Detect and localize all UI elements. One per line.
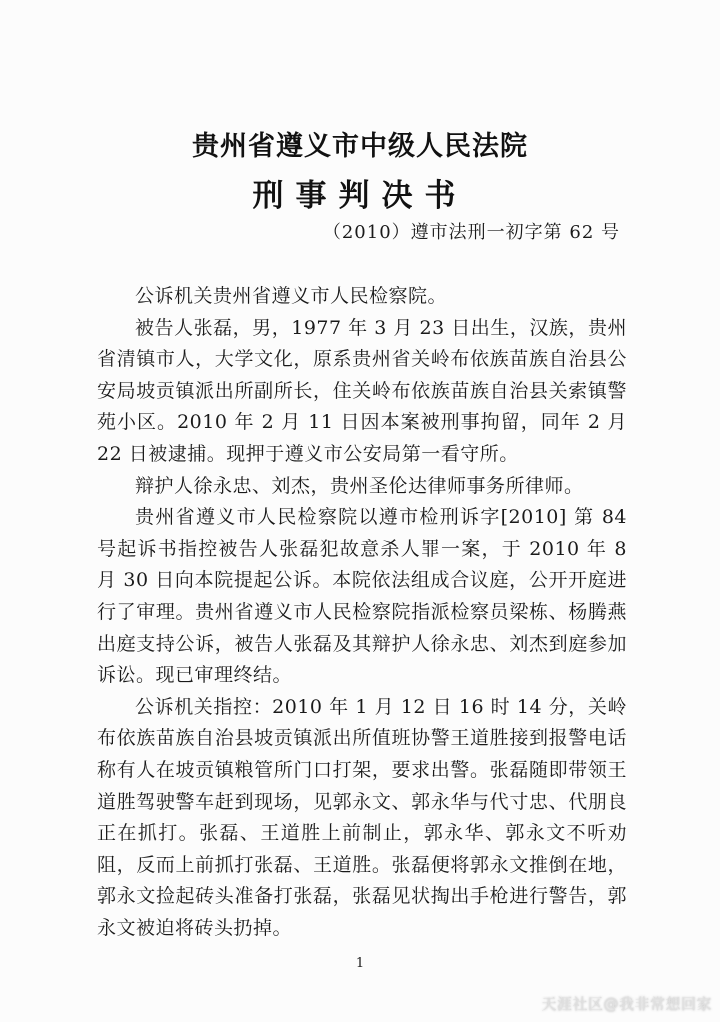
paragraph-defense-counsel: 辩护人徐永忠、刘杰，贵州圣伦达律师事务所律师。 xyxy=(135,474,584,497)
paragraph-charges: 公诉机关指控：2010 年 1 月 12 日 16 时 14 分，关岭布依族苗族自治县坡贡镇派出所值班协警王道胜接到报警电话称有人在坡贡镇粮管所门口打架，要求出警。张磊随即带领王道胜驾驶警车赶到现场，见郭永文、郭永华与代寸忠、代朋良正在抓打。张磊、王道胜上前制止，郭永华、郭永文不听劝阻，反而上前抓打张磊、王道胜。张磊便将郭永文推倒在地，郭永文捡起砖头准备打张磊，张磊见状掏出手枪进行警告，郭永文被迫将砖头扔掉。 xyxy=(97,695,627,939)
document-type: 刑事判决书 xyxy=(252,178,468,214)
paragraph-prosecutor: 公诉机关贵州省遵义市人民检察院。 xyxy=(135,285,448,307)
case-number: （2010）遵市法刑一初字第 62 号 xyxy=(322,222,620,243)
page-number: 1 xyxy=(355,956,365,971)
paragraph-procedure: 贵州省遵义市人民检察院以遵市检刑诉字[2010] 第 84 号起诉书指控被告人张磊犯故意杀人罪一案，于 2010 年 8 月 30 日向本院提起公诉。本院依法组成合议庭，公开开庭进行了审理。贵州省遵义市人民检察院指派检察员梁栋、杨腾燕出庭支持公诉，被告人张磊及其辩护人徐永忠、刘杰到庭参加诉讼。现已审理终结。 xyxy=(97,506,627,687)
watermark: 天涯社区@我非常想回家 xyxy=(541,995,712,1013)
document-body xyxy=(97,281,627,944)
paragraph-defendant: 被告人张磊，男，1977 年 3 月 23 日出生，汉族，贵州省清镇市人，大学文化，原系贵州省关岭布依族苗族自治县公安局坡贡镇派出所副所长，住关岭布依族苗族自治县关索镇警苑小区。2010 年 2 月 11 日因本案被刑事拘留，同年 2 月 22 日被逮捕。现押于遵义市公安局第一看守所。 xyxy=(97,316,627,465)
court-name: 贵州省遵义市中级人民法院 xyxy=(192,131,528,162)
